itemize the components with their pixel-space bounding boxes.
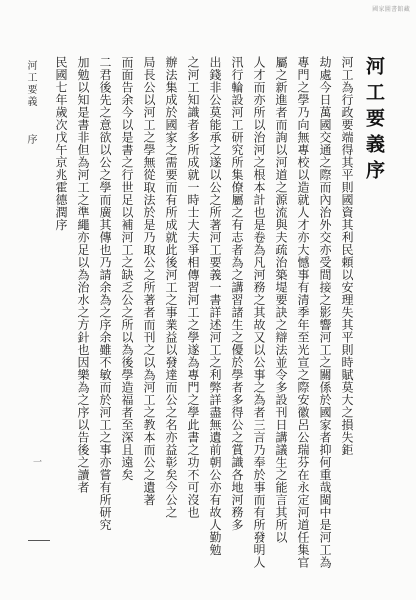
library-watermark: 國家圖書館藏 — [372, 6, 410, 13]
text-column: 屬之新進者而詢以河道之源流與夫疏治築堤要訣之辯法並令多設刊日講議生之能言其所以 — [274, 56, 288, 544]
text-column: 二君後先之意欲以公之學而廣其傳也乃請余為之序余雖不敏而於河工之事亦嘗有所研究 — [98, 56, 112, 531]
text-column: 加勉以知是書非但為河工之準繩亦足以為治水之方針也因樂為之序以告後之讀者 — [76, 56, 90, 494]
document-title: 河工要義序 — [363, 56, 385, 186]
margin-section-label: 序 — [25, 134, 36, 146]
margin-book-title: 河工要義 — [25, 60, 36, 108]
text-column: 劫處今日萬國交通之際而內治外交亦受間接之影響河工之關係於國家者抑何重哉閩中是河工為 — [318, 56, 332, 569]
text-column: 辦法集成於國家之需要而有所成就此後河工之事業益以發達而公之名亦益彰矣今公之 — [164, 56, 178, 519]
text-column: 局長公以河工之學無從取法於是乃取公之所著者而刊之以為河工之教本而公之遺著 — [142, 56, 156, 506]
text-column: 河工為行政要端得其平則國資其利民頼以安理失其平則時賦莫大之損失鉅 — [340, 56, 354, 456]
text-column: 人才而亦所以治河之根本計也是卷為凡河務之其故又以公事之為者三言乃奉於事而有所發明人 — [252, 56, 266, 569]
margin-rule — [28, 540, 50, 547]
text-column: 出錢非公莫能承之遂以公之所著河工要義一書詳述河工之利弊詳盡無遺前朝公亦有故人勤勉 — [208, 56, 222, 556]
margin-running-title — [23, 60, 38, 146]
text-column: 汛行輪設河工研究所集僚屬之有志者為之講習諸生之優於學者多得公之賞識各地河務多 — [230, 56, 244, 531]
text-column: 專門之學乃向無專校以造就人才亦大憾事有清季年至光宣之際安徽呂公瑞芬在永定河道任集官 — [296, 56, 310, 569]
text-column: 之河工知識者多所成就一時士大夫爭相傳習河工之學遂為專門之學此書之功不可沒也 — [186, 56, 200, 519]
date-signature-column: 民國七年歲次戊午京兆霍德潤序 — [54, 56, 68, 231]
text-column: 而面告余今以是書之行世足以補河工之缺乏公之所以為後學造福者至深且遠矣 — [120, 56, 134, 481]
page-number: 一 — [32, 458, 42, 468]
